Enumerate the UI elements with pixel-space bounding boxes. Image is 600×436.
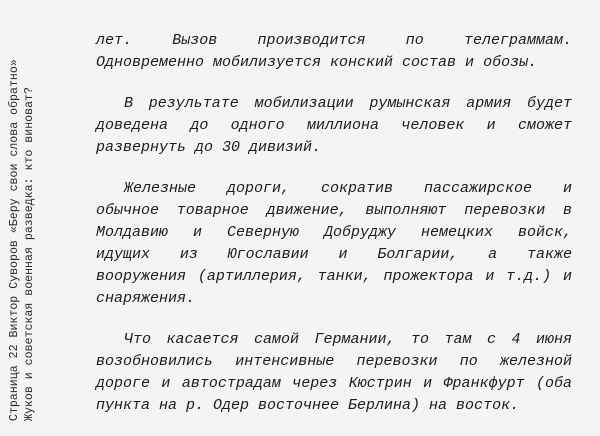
running-header bbox=[7, 1, 37, 421]
text-line: В результате мобилизации румынская армия будет bbox=[124, 95, 572, 112]
text-line: Железные дороги, сократив пассажирское и bbox=[124, 180, 572, 197]
paragraph-4 bbox=[96, 329, 572, 417]
text-line: снаряжения. bbox=[96, 290, 196, 307]
text-line: развернуть до 30 дивизий. bbox=[96, 139, 322, 156]
text-line: Молдавию и Северную Добруджу немецких войск, bbox=[96, 224, 572, 241]
paragraph-1 bbox=[96, 30, 572, 74]
text-line: вооружения (артиллерия, танки, прожектора и т.д.) и bbox=[96, 268, 572, 285]
paragraph-3 bbox=[96, 178, 572, 310]
text-line: Что касается самой Германии, то там с 4 июня bbox=[124, 331, 572, 348]
text-line: идущих из Югославии и Болгарии, а также bbox=[96, 246, 572, 263]
text-line: пункта на р. Одер восточнее Берлина) на восток. bbox=[96, 397, 520, 414]
running-header-line-1: Страница 22 Виктор Суворов «Беру свои слова обратно» bbox=[8, 59, 21, 421]
page-body bbox=[96, 30, 572, 436]
text-line: лет. Вызов производится по телеграммам. bbox=[96, 32, 572, 49]
text-line: дороге и автострадам через Кюстрин и Франкфурт (оба bbox=[96, 375, 572, 392]
text-line: доведена до одного миллиона человек и сможет bbox=[96, 117, 572, 134]
running-header-line-2: Жуков и советская военная разведка: кто виноват? bbox=[23, 87, 36, 421]
page-margin-strip bbox=[0, 0, 44, 423]
text-line: возобновились интенсивные перевозки по железной bbox=[96, 353, 572, 370]
text-line: Одновременно мобилизуется конский состав и обозы. bbox=[96, 54, 538, 71]
paragraph-2 bbox=[96, 93, 572, 159]
text-line: обычное товарное движение, выполняют перевозки в bbox=[96, 202, 572, 219]
